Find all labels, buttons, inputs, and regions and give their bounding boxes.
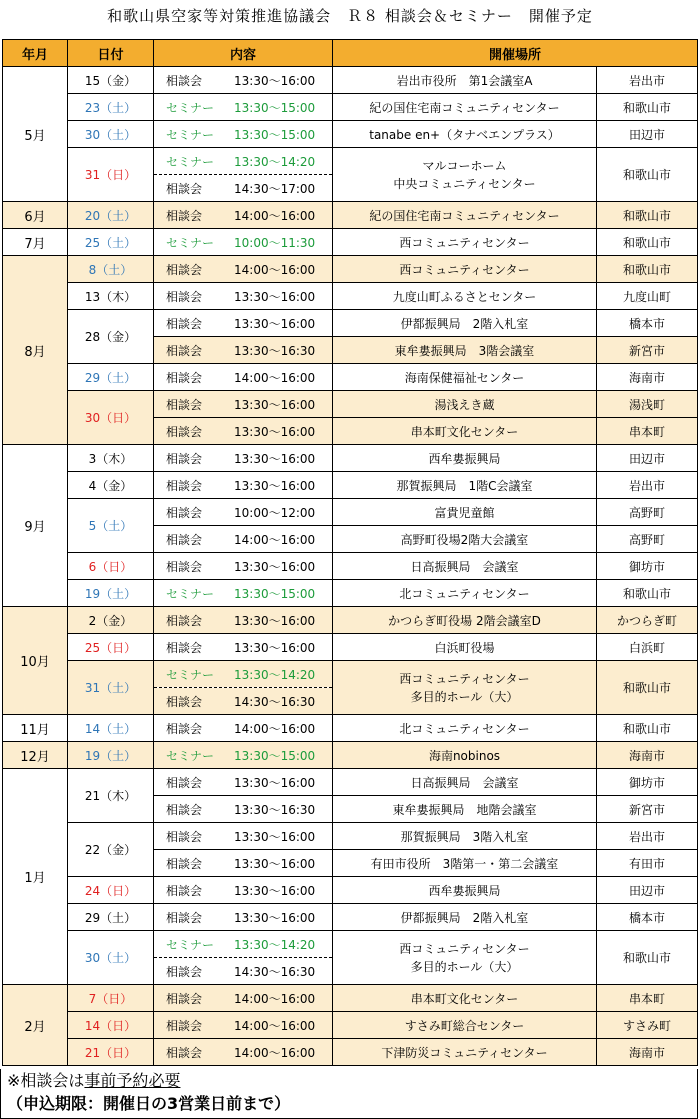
- venue-line: 多目的ホール（大）: [410, 689, 519, 704]
- content-cell: [154, 499, 333, 526]
- content-cell: [154, 175, 333, 202]
- city-cell: 新宮市: [597, 796, 698, 823]
- city-cell: 串本町: [597, 985, 698, 1012]
- month-cell: 2月: [3, 985, 68, 1066]
- session-time: 13:30～16:00: [234, 775, 316, 790]
- city-cell: 橋本市: [597, 904, 698, 931]
- city-cell: 海南市: [597, 1039, 698, 1066]
- date-cell: 14（日）: [68, 1012, 154, 1039]
- venue-cell: 湯浅えき蔵: [333, 391, 597, 418]
- consultation-label: 相談会: [166, 397, 203, 412]
- consultation-label: 相談会: [166, 883, 203, 898]
- session-time: 13:30～14:20: [234, 937, 316, 952]
- city-cell: 白浜町: [597, 634, 698, 661]
- seminar-label: セミナー: [166, 937, 215, 952]
- content-cell: [154, 445, 333, 472]
- venue-cell: 那賀振興局 3階入札室: [333, 823, 597, 850]
- date-cell: 2（金）: [68, 607, 154, 634]
- session-time: 13:30～16:00: [234, 883, 316, 898]
- date-cell: 28（金）: [68, 310, 154, 364]
- content-cell: [154, 256, 333, 283]
- consultation-label: 相談会: [166, 316, 203, 331]
- session-time: 13:30～16:00: [234, 910, 316, 925]
- note-line-1: [7, 1069, 697, 1092]
- consultation-label: 相談会: [166, 559, 203, 574]
- venue-cell: 九度山町ふるさとセンター: [333, 283, 597, 310]
- city-cell: 海南市: [597, 364, 698, 391]
- venue-cell: 東牟婁振興局 地階会議室: [333, 796, 597, 823]
- content-cell: [154, 391, 333, 418]
- city-cell: 和歌山市: [597, 256, 698, 283]
- session-time: 13:30～16:00: [234, 451, 316, 466]
- content-cell: [154, 553, 333, 580]
- session-time: 14:00～16:00: [234, 262, 316, 277]
- city-cell: 和歌山市: [597, 931, 698, 985]
- table-row: [3, 148, 698, 175]
- session-time: 14:00～16:00: [234, 532, 316, 547]
- city-cell: 田辺市: [597, 121, 698, 148]
- venue-line: 多目的ホール（大）: [410, 959, 519, 974]
- venue-line: 西コミュニティセンター: [399, 941, 530, 956]
- consultation-label: 相談会: [166, 721, 203, 736]
- venue-cell: 海南nobinos: [333, 742, 597, 769]
- content-cell: [154, 337, 333, 364]
- session-time: 14:30～17:00: [234, 181, 316, 196]
- month-cell: 10月: [3, 607, 68, 715]
- date-cell: 23（土）: [68, 94, 154, 121]
- consultation-label: 相談会: [166, 289, 203, 304]
- date-cell: 21（日）: [68, 1039, 154, 1066]
- date-cell: 15（金）: [68, 67, 154, 94]
- note-suffix: 必要: [148, 1071, 181, 1090]
- seminar-label: セミナー: [166, 154, 215, 169]
- content-cell: [154, 634, 333, 661]
- seminar-label: セミナー: [166, 586, 215, 601]
- table-row: [3, 553, 698, 580]
- venue-cell: 北コミュニティセンター: [333, 580, 597, 607]
- seminar-label: セミナー: [166, 127, 215, 142]
- note-deadline: （申込期限：開催日の3営業日前まで）: [7, 1094, 291, 1113]
- note-emphasis: 事前予約: [84, 1071, 149, 1090]
- content-cell: [154, 742, 333, 769]
- table-row: [3, 391, 698, 418]
- session-time: 13:30～16:00: [234, 316, 316, 331]
- month-cell: 8月: [3, 256, 68, 445]
- date-cell: 25（日）: [68, 634, 154, 661]
- content-cell: [154, 877, 333, 904]
- table-row: [3, 823, 698, 850]
- session-time: 10:00～12:00: [234, 505, 316, 520]
- content-cell: [154, 607, 333, 634]
- content-cell: [154, 796, 333, 823]
- table-row: [3, 985, 698, 1012]
- table-row: [3, 607, 698, 634]
- venue-cell: 西コミュニティセンター: [333, 256, 597, 283]
- date-cell: 21（木）: [68, 769, 154, 823]
- consultation-label: 相談会: [166, 694, 203, 709]
- city-cell: 岩出市: [597, 67, 698, 94]
- session-time: 13:30～16:00: [234, 640, 316, 655]
- content-cell: [154, 823, 333, 850]
- session-time: 14:00～16:00: [234, 1018, 316, 1033]
- consultation-label: 相談会: [166, 451, 203, 466]
- content-cell: [154, 715, 333, 742]
- table-row: [3, 364, 698, 391]
- city-cell: 和歌山市: [597, 661, 698, 715]
- header-date: 日付: [68, 40, 154, 67]
- date-cell: 6（日）: [68, 553, 154, 580]
- note-prefix: ※相談会は: [7, 1071, 85, 1090]
- city-cell: 高野町: [597, 499, 698, 526]
- session-time: 14:00～16:00: [234, 370, 316, 385]
- venue-cell: 日高振興局 会議室: [333, 769, 597, 796]
- date-cell: 30（日）: [68, 391, 154, 445]
- content-cell: [154, 688, 333, 715]
- date-cell: 31（日）: [68, 148, 154, 202]
- venue-cell: 北コミュニティセンター: [333, 715, 597, 742]
- city-cell: かつらぎ町: [597, 607, 698, 634]
- month-cell: 5月: [3, 67, 68, 202]
- city-cell: 高野町: [597, 526, 698, 553]
- venue-cell: 岩出市役所 第1会議室A: [333, 67, 597, 94]
- city-cell: 九度山町: [597, 283, 698, 310]
- city-cell: 岩出市: [597, 472, 698, 499]
- city-cell: 湯浅町: [597, 391, 698, 418]
- venue-cell: すさみ町総合センター: [333, 1012, 597, 1039]
- city-cell: 橋本市: [597, 310, 698, 337]
- content-cell: [154, 94, 333, 121]
- session-time: 10:00～11:30: [234, 235, 316, 250]
- header-content: 内容: [154, 40, 333, 67]
- date-cell: 4（金）: [68, 472, 154, 499]
- content-cell: [154, 310, 333, 337]
- session-time: 14:00～16:00: [234, 991, 316, 1006]
- venue-cell: 伊都振興局 2階入札室: [333, 904, 597, 931]
- venue-cell: 伊都振興局 2階入札室: [333, 310, 597, 337]
- session-time: 13:30～16:00: [234, 478, 316, 493]
- content-cell: [154, 526, 333, 553]
- table-row: [3, 1012, 698, 1039]
- date-cell: 5（土）: [68, 499, 154, 553]
- consultation-label: 相談会: [166, 613, 203, 628]
- date-cell: 24（日）: [68, 877, 154, 904]
- city-cell: 田辺市: [597, 877, 698, 904]
- table-row: [3, 445, 698, 472]
- session-time: 13:30～16:00: [234, 289, 316, 304]
- content-cell: [154, 958, 333, 985]
- date-cell: 29（土）: [68, 364, 154, 391]
- content-cell: [154, 121, 333, 148]
- city-cell: 御坊市: [597, 769, 698, 796]
- venue-cell: 東牟婁振興局 3階会議室: [333, 337, 597, 364]
- consultation-label: 相談会: [166, 73, 203, 88]
- session-time: 13:30～15:00: [234, 100, 316, 115]
- venue-cell: 紀の国住宅南コミュニティセンター: [333, 94, 597, 121]
- consultation-label: 相談会: [166, 478, 203, 493]
- venue-line: 中央コミュニティセンター: [393, 176, 536, 191]
- table-header-row: [3, 40, 698, 67]
- city-cell: 和歌山市: [597, 94, 698, 121]
- date-cell: 30（土）: [68, 931, 154, 985]
- content-cell: [154, 931, 333, 958]
- table-row: [3, 742, 698, 769]
- month-cell: 12月: [3, 742, 68, 769]
- city-cell: 和歌山市: [597, 580, 698, 607]
- venue-cell: 日高振興局 会議室: [333, 553, 597, 580]
- table-row: [3, 877, 698, 904]
- city-cell: 串本町: [597, 418, 698, 445]
- consultation-label: 相談会: [166, 910, 203, 925]
- session-time: 13:30～14:20: [234, 154, 316, 169]
- consultation-label: 相談会: [166, 505, 203, 520]
- session-time: 13:30～15:00: [234, 586, 316, 601]
- table-row: [3, 904, 698, 931]
- table-row: [3, 499, 698, 526]
- venue-cell: 白浜町役場: [333, 634, 597, 661]
- session-time: 14:30～16:30: [234, 694, 316, 709]
- consultation-label: 相談会: [166, 370, 203, 385]
- venue-cell: 海南保健福祉センター: [333, 364, 597, 391]
- consultation-label: 相談会: [166, 1045, 203, 1060]
- month-cell: 6月: [3, 202, 68, 229]
- table-row: [3, 67, 698, 94]
- reservation-note: [0, 1069, 698, 1119]
- venue-line: マルコーホーム: [422, 158, 507, 173]
- consultation-label: 相談会: [166, 181, 203, 196]
- session-time: 14:00～16:00: [234, 208, 316, 223]
- venue-cell: [333, 661, 597, 715]
- table-row: [3, 472, 698, 499]
- consultation-label: 相談会: [166, 775, 203, 790]
- date-cell: 8（土）: [68, 256, 154, 283]
- table-row: [3, 256, 698, 283]
- seminar-label: セミナー: [166, 667, 215, 682]
- content-cell: [154, 661, 333, 688]
- session-time: 13:30～16:00: [234, 829, 316, 844]
- seminar-label: セミナー: [166, 748, 215, 763]
- session-time: 13:30～16:30: [234, 802, 316, 817]
- consultation-label: 相談会: [166, 1018, 203, 1033]
- table-row: [3, 715, 698, 742]
- city-cell: 和歌山市: [597, 202, 698, 229]
- date-cell: 29（土）: [68, 904, 154, 931]
- city-cell: 和歌山市: [597, 148, 698, 202]
- city-cell: 和歌山市: [597, 715, 698, 742]
- content-cell: [154, 418, 333, 445]
- table-row: [3, 634, 698, 661]
- table-row: [3, 1039, 698, 1066]
- venue-line: 西コミュニティセンター: [399, 671, 530, 686]
- table-row: [3, 121, 698, 148]
- content-cell: [154, 1012, 333, 1039]
- venue-cell: [333, 148, 597, 202]
- content-cell: [154, 67, 333, 94]
- session-time: 13:30～14:20: [234, 667, 316, 682]
- date-cell: 7（日）: [68, 985, 154, 1012]
- header-month: 年月: [3, 40, 68, 67]
- city-cell: 田辺市: [597, 445, 698, 472]
- content-cell: [154, 202, 333, 229]
- city-cell: 岩出市: [597, 823, 698, 850]
- date-cell: 13（木）: [68, 283, 154, 310]
- seminar-label: セミナー: [166, 235, 215, 250]
- venue-cell: 有田市役所 3階第一・第二会議室: [333, 850, 597, 877]
- venue-cell: 串本町文化センター: [333, 418, 597, 445]
- session-time: 13:30～16:00: [234, 397, 316, 412]
- venue-cell: [333, 931, 597, 985]
- venue-cell: 富貴児童館: [333, 499, 597, 526]
- session-time: 14:00～16:00: [234, 1045, 316, 1060]
- venue-cell: 西牟婁振興局: [333, 445, 597, 472]
- date-cell: 19（土）: [68, 742, 154, 769]
- table-row: [3, 931, 698, 958]
- table-row: [3, 283, 698, 310]
- month-cell: 7月: [3, 229, 68, 256]
- venue-cell: tanabe en+（タナベエンプラス）: [333, 121, 597, 148]
- city-cell: 海南市: [597, 742, 698, 769]
- venue-cell: 那賀振興局 1階C会議室: [333, 472, 597, 499]
- consultation-label: 相談会: [166, 964, 203, 979]
- month-cell: 1月: [3, 769, 68, 985]
- date-cell: 25（土）: [68, 229, 154, 256]
- date-cell: 20（土）: [68, 202, 154, 229]
- session-time: 14:00～16:00: [234, 721, 316, 736]
- session-time: 13:30～16:00: [234, 613, 316, 628]
- consultation-label: 相談会: [166, 532, 203, 547]
- content-cell: [154, 1039, 333, 1066]
- month-cell: 11月: [3, 715, 68, 742]
- content-cell: [154, 229, 333, 256]
- seminar-label: セミナー: [166, 100, 215, 115]
- session-time: 13:30～16:30: [234, 343, 316, 358]
- city-cell: 和歌山市: [597, 229, 698, 256]
- consultation-label: 相談会: [166, 991, 203, 1006]
- consultation-label: 相談会: [166, 856, 203, 871]
- venue-cell: 西牟婁振興局: [333, 877, 597, 904]
- venue-cell: 下津防災コミュニティセンター: [333, 1039, 597, 1066]
- session-time: 14:30～16:30: [234, 964, 316, 979]
- consultation-label: 相談会: [166, 829, 203, 844]
- schedule-table: [2, 39, 698, 1066]
- city-cell: すさみ町: [597, 1012, 698, 1039]
- table-row: [3, 229, 698, 256]
- consultation-label: 相談会: [166, 208, 203, 223]
- content-cell: [154, 148, 333, 175]
- venue-cell: 高野町役場2階大会議室: [333, 526, 597, 553]
- consultation-label: 相談会: [166, 262, 203, 277]
- table-row: [3, 202, 698, 229]
- venue-cell: 串本町文化センター: [333, 985, 597, 1012]
- page-title: 和歌山県空家等対策推進協議会 Ｒ８ 相談会＆セミナー 開催予定: [107, 7, 593, 25]
- date-cell: 19（土）: [68, 580, 154, 607]
- venue-cell: かつらぎ町役場 2階会議室D: [333, 607, 597, 634]
- table-row: [3, 94, 698, 121]
- table-row: [3, 310, 698, 337]
- header-venue: 開催場所: [333, 40, 698, 67]
- consultation-label: 相談会: [166, 424, 203, 439]
- content-cell: [154, 850, 333, 877]
- session-time: 13:30～15:00: [234, 748, 316, 763]
- city-cell: 新宮市: [597, 337, 698, 364]
- content-cell: [154, 472, 333, 499]
- content-cell: [154, 364, 333, 391]
- session-time: 13:30～15:00: [234, 127, 316, 142]
- content-cell: [154, 769, 333, 796]
- session-time: 13:30～16:00: [234, 424, 316, 439]
- consultation-label: 相談会: [166, 640, 203, 655]
- session-time: 13:30～16:00: [234, 856, 316, 871]
- content-cell: [154, 904, 333, 931]
- city-cell: 御坊市: [597, 553, 698, 580]
- table-row: [3, 769, 698, 796]
- date-cell: 30（土）: [68, 121, 154, 148]
- date-cell: 22（金）: [68, 823, 154, 877]
- date-cell: 3（木）: [68, 445, 154, 472]
- table-row: [3, 580, 698, 607]
- month-cell: 9月: [3, 445, 68, 607]
- venue-cell: 紀の国住宅南コミュニティセンター: [333, 202, 597, 229]
- content-cell: [154, 580, 333, 607]
- venue-cell: 西コミュニティセンター: [333, 229, 597, 256]
- consultation-label: 相談会: [166, 802, 203, 817]
- table-row: [3, 661, 698, 688]
- content-cell: [154, 985, 333, 1012]
- session-time: 13:30～16:00: [234, 73, 316, 88]
- date-cell: 31（土）: [68, 661, 154, 715]
- date-cell: 14（土）: [68, 715, 154, 742]
- consultation-label: 相談会: [166, 343, 203, 358]
- content-cell: [154, 283, 333, 310]
- session-time: 13:30～16:00: [234, 559, 316, 574]
- city-cell: 有田市: [597, 850, 698, 877]
